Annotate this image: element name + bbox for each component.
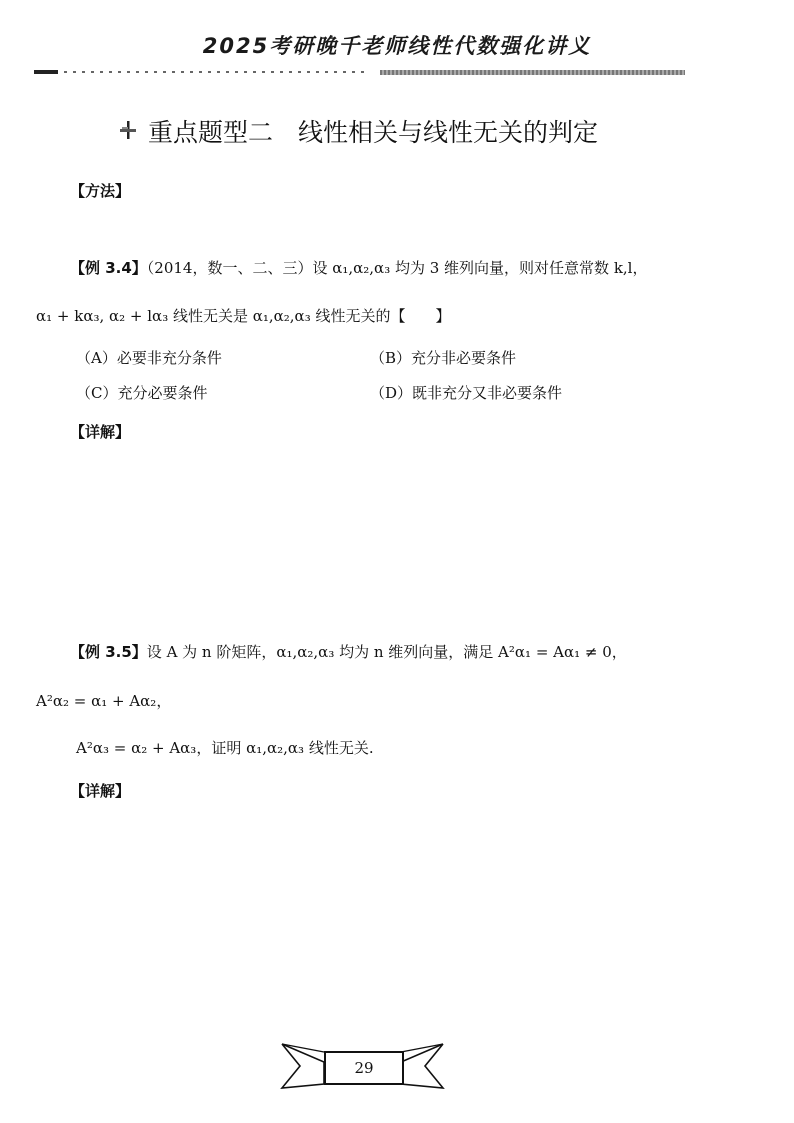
example-3-4-text1: （2014，数一、二、三）设 α₁,α₂,α₃ 均为 3 维列向量，则对任意常数 k,l， — [146, 259, 648, 277]
option-a: （A）必要非充分条件 — [76, 349, 222, 367]
example-3-4-label: 【例 3.4】 — [70, 259, 147, 277]
method-label: 【方法】 — [70, 182, 131, 200]
option-c: （C）充分必要条件 — [76, 384, 208, 402]
pin-icon — [118, 118, 140, 147]
option-b: （B）充分非必要条件 — [370, 349, 517, 367]
example-3-5-solution-label: 【详解】 — [70, 782, 131, 800]
example-3-4-line1 — [70, 257, 647, 278]
header-rule-dots — [64, 71, 364, 73]
example-3-5-line3: A²α₃ = α₂ + Aα₃，证明 α₁,α₂,α₃ 线性无关. — [76, 739, 374, 757]
section-title — [118, 113, 598, 149]
page-number: 29 — [324, 1051, 404, 1085]
example-3-5-line1 — [70, 641, 627, 662]
header-title: 2025考研晚千老师线性代数强化讲义 — [202, 34, 592, 58]
example-3-4-line2: α₁ + kα₃, α₂ + lα₃ 线性无关是 α₁,α₂,α₃ 线性无关的【 】 — [36, 307, 451, 325]
example-3-5-line2: A²α₂ = α₁ + Aα₂， — [36, 692, 172, 710]
example-3-5-text1: 设 A 为 n 阶矩阵，α₁,α₂,α₃ 均为 n 维列向量，满足 A²α₁ = Aα₁ ≠ 0， — [146, 643, 627, 661]
header-rule-right — [380, 70, 685, 75]
example-3-5-label: 【例 3.5】 — [70, 643, 147, 661]
header-rule-left — [34, 70, 58, 74]
section-title-text: 重点题型二 线性相关与线性无关的判定 — [148, 118, 599, 147]
option-d: （D）既非充分又非必要条件 — [370, 384, 563, 402]
example-3-4-solution-label: 【详解】 — [70, 423, 131, 441]
